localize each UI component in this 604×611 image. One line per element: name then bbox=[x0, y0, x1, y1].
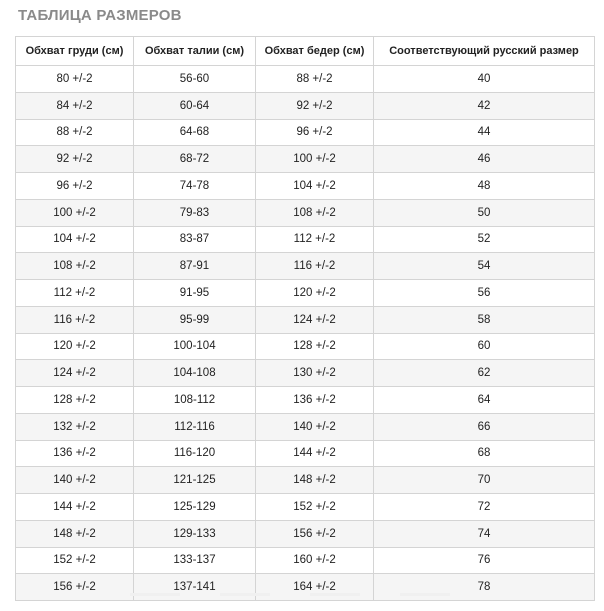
cell-russian-size: 70 bbox=[374, 467, 595, 494]
cell-hips: 144 +/-2 bbox=[256, 440, 374, 467]
cell-russian-size: 72 bbox=[374, 494, 595, 521]
cell-waist: 64-68 bbox=[134, 119, 256, 146]
cell-chest: 112 +/-2 bbox=[16, 280, 134, 307]
cell-russian-size: 54 bbox=[374, 253, 595, 280]
table-row bbox=[16, 173, 595, 200]
cell-hips: 108 +/-2 bbox=[256, 199, 374, 226]
cell-waist: 79-83 bbox=[134, 199, 256, 226]
cell-waist: 137-141 bbox=[134, 574, 256, 601]
table-row bbox=[16, 226, 595, 253]
table-row bbox=[16, 66, 595, 93]
cell-waist: 112-116 bbox=[134, 413, 256, 440]
table-row bbox=[16, 333, 595, 360]
cell-russian-size: 42 bbox=[374, 92, 595, 119]
table-row bbox=[16, 494, 595, 521]
cell-waist: 56-60 bbox=[134, 66, 256, 93]
table-row bbox=[16, 280, 595, 307]
cell-waist: 91-95 bbox=[134, 280, 256, 307]
cell-russian-size: 44 bbox=[374, 119, 595, 146]
cell-waist: 74-78 bbox=[134, 173, 256, 200]
cell-hips: 116 +/-2 bbox=[256, 253, 374, 280]
cell-chest: 148 +/-2 bbox=[16, 520, 134, 547]
size-table bbox=[15, 36, 595, 601]
cell-waist: 83-87 bbox=[134, 226, 256, 253]
table-row bbox=[16, 119, 595, 146]
cell-hips: 140 +/-2 bbox=[256, 413, 374, 440]
cell-russian-size: 76 bbox=[374, 547, 595, 574]
cell-russian-size: 68 bbox=[374, 440, 595, 467]
cell-waist: 133-137 bbox=[134, 547, 256, 574]
cell-hips: 124 +/-2 bbox=[256, 306, 374, 333]
cell-russian-size: 40 bbox=[374, 66, 595, 93]
cell-hips: 156 +/-2 bbox=[256, 520, 374, 547]
cell-russian-size: 62 bbox=[374, 360, 595, 387]
header-waist: Обхват талии (см) bbox=[134, 37, 256, 66]
cell-chest: 136 +/-2 bbox=[16, 440, 134, 467]
cell-chest: 84 +/-2 bbox=[16, 92, 134, 119]
cell-hips: 100 +/-2 bbox=[256, 146, 374, 173]
cell-waist: 87-91 bbox=[134, 253, 256, 280]
cell-waist: 125-129 bbox=[134, 494, 256, 521]
cell-chest: 132 +/-2 bbox=[16, 413, 134, 440]
table-row bbox=[16, 547, 595, 574]
table-body bbox=[16, 66, 595, 601]
cell-russian-size: 48 bbox=[374, 173, 595, 200]
cell-russian-size: 50 bbox=[374, 199, 595, 226]
cell-russian-size: 74 bbox=[374, 520, 595, 547]
cell-russian-size: 64 bbox=[374, 387, 595, 414]
table-row bbox=[16, 520, 595, 547]
table-row bbox=[16, 413, 595, 440]
cell-chest: 100 +/-2 bbox=[16, 199, 134, 226]
cell-hips: 96 +/-2 bbox=[256, 119, 374, 146]
cell-waist: 121-125 bbox=[134, 467, 256, 494]
cell-hips: 148 +/-2 bbox=[256, 467, 374, 494]
cell-waist: 95-99 bbox=[134, 306, 256, 333]
cell-chest: 152 +/-2 bbox=[16, 547, 134, 574]
cell-hips: 120 +/-2 bbox=[256, 280, 374, 307]
header-row bbox=[16, 37, 595, 66]
cell-waist: 108-112 bbox=[134, 387, 256, 414]
cell-chest: 140 +/-2 bbox=[16, 467, 134, 494]
cell-chest: 96 +/-2 bbox=[16, 173, 134, 200]
cell-hips: 164 +/-2 bbox=[256, 574, 374, 601]
cell-chest: 128 +/-2 bbox=[16, 387, 134, 414]
cell-chest: 116 +/-2 bbox=[16, 306, 134, 333]
cell-chest: 104 +/-2 bbox=[16, 226, 134, 253]
cell-hips: 88 +/-2 bbox=[256, 66, 374, 93]
cell-waist: 68-72 bbox=[134, 146, 256, 173]
cell-hips: 104 +/-2 bbox=[256, 173, 374, 200]
cell-chest: 156 +/-2 bbox=[16, 574, 134, 601]
bottom-fade-decoration bbox=[130, 593, 490, 601]
cell-waist: 60-64 bbox=[134, 92, 256, 119]
cell-waist: 129-133 bbox=[134, 520, 256, 547]
cell-russian-size: 56 bbox=[374, 280, 595, 307]
cell-chest: 144 +/-2 bbox=[16, 494, 134, 521]
table-row bbox=[16, 440, 595, 467]
cell-hips: 152 +/-2 bbox=[256, 494, 374, 521]
table-row bbox=[16, 146, 595, 173]
header-russian-size: Соответствующий русский размер bbox=[374, 37, 595, 66]
cell-chest: 124 +/-2 bbox=[16, 360, 134, 387]
page-title: ТАБЛИЦА РАЗМЕРОВ bbox=[18, 7, 182, 24]
table-row bbox=[16, 306, 595, 333]
fade-bar bbox=[130, 593, 180, 596]
table-row bbox=[16, 467, 595, 494]
cell-russian-size: 46 bbox=[374, 146, 595, 173]
cell-hips: 136 +/-2 bbox=[256, 387, 374, 414]
cell-chest: 92 +/-2 bbox=[16, 146, 134, 173]
table-row bbox=[16, 199, 595, 226]
cell-hips: 160 +/-2 bbox=[256, 547, 374, 574]
table-header bbox=[16, 37, 595, 66]
table-row bbox=[16, 387, 595, 414]
cell-russian-size: 60 bbox=[374, 333, 595, 360]
cell-russian-size: 78 bbox=[374, 574, 595, 601]
fade-bar bbox=[310, 593, 360, 596]
fade-bar bbox=[220, 593, 270, 596]
cell-waist: 100-104 bbox=[134, 333, 256, 360]
header-hips: Обхват бедер (см) bbox=[256, 37, 374, 66]
cell-hips: 130 +/-2 bbox=[256, 360, 374, 387]
cell-chest: 88 +/-2 bbox=[16, 119, 134, 146]
cell-hips: 112 +/-2 bbox=[256, 226, 374, 253]
cell-russian-size: 66 bbox=[374, 413, 595, 440]
header-chest: Обхват груди (см) bbox=[16, 37, 134, 66]
table-row bbox=[16, 360, 595, 387]
cell-chest: 80 +/-2 bbox=[16, 66, 134, 93]
cell-chest: 120 +/-2 bbox=[16, 333, 134, 360]
cell-waist: 104-108 bbox=[134, 360, 256, 387]
cell-hips: 92 +/-2 bbox=[256, 92, 374, 119]
table-row bbox=[16, 253, 595, 280]
fade-bar bbox=[400, 593, 450, 596]
cell-hips: 128 +/-2 bbox=[256, 333, 374, 360]
cell-russian-size: 58 bbox=[374, 306, 595, 333]
cell-russian-size: 52 bbox=[374, 226, 595, 253]
cell-chest: 108 +/-2 bbox=[16, 253, 134, 280]
cell-waist: 116-120 bbox=[134, 440, 256, 467]
table-row bbox=[16, 92, 595, 119]
